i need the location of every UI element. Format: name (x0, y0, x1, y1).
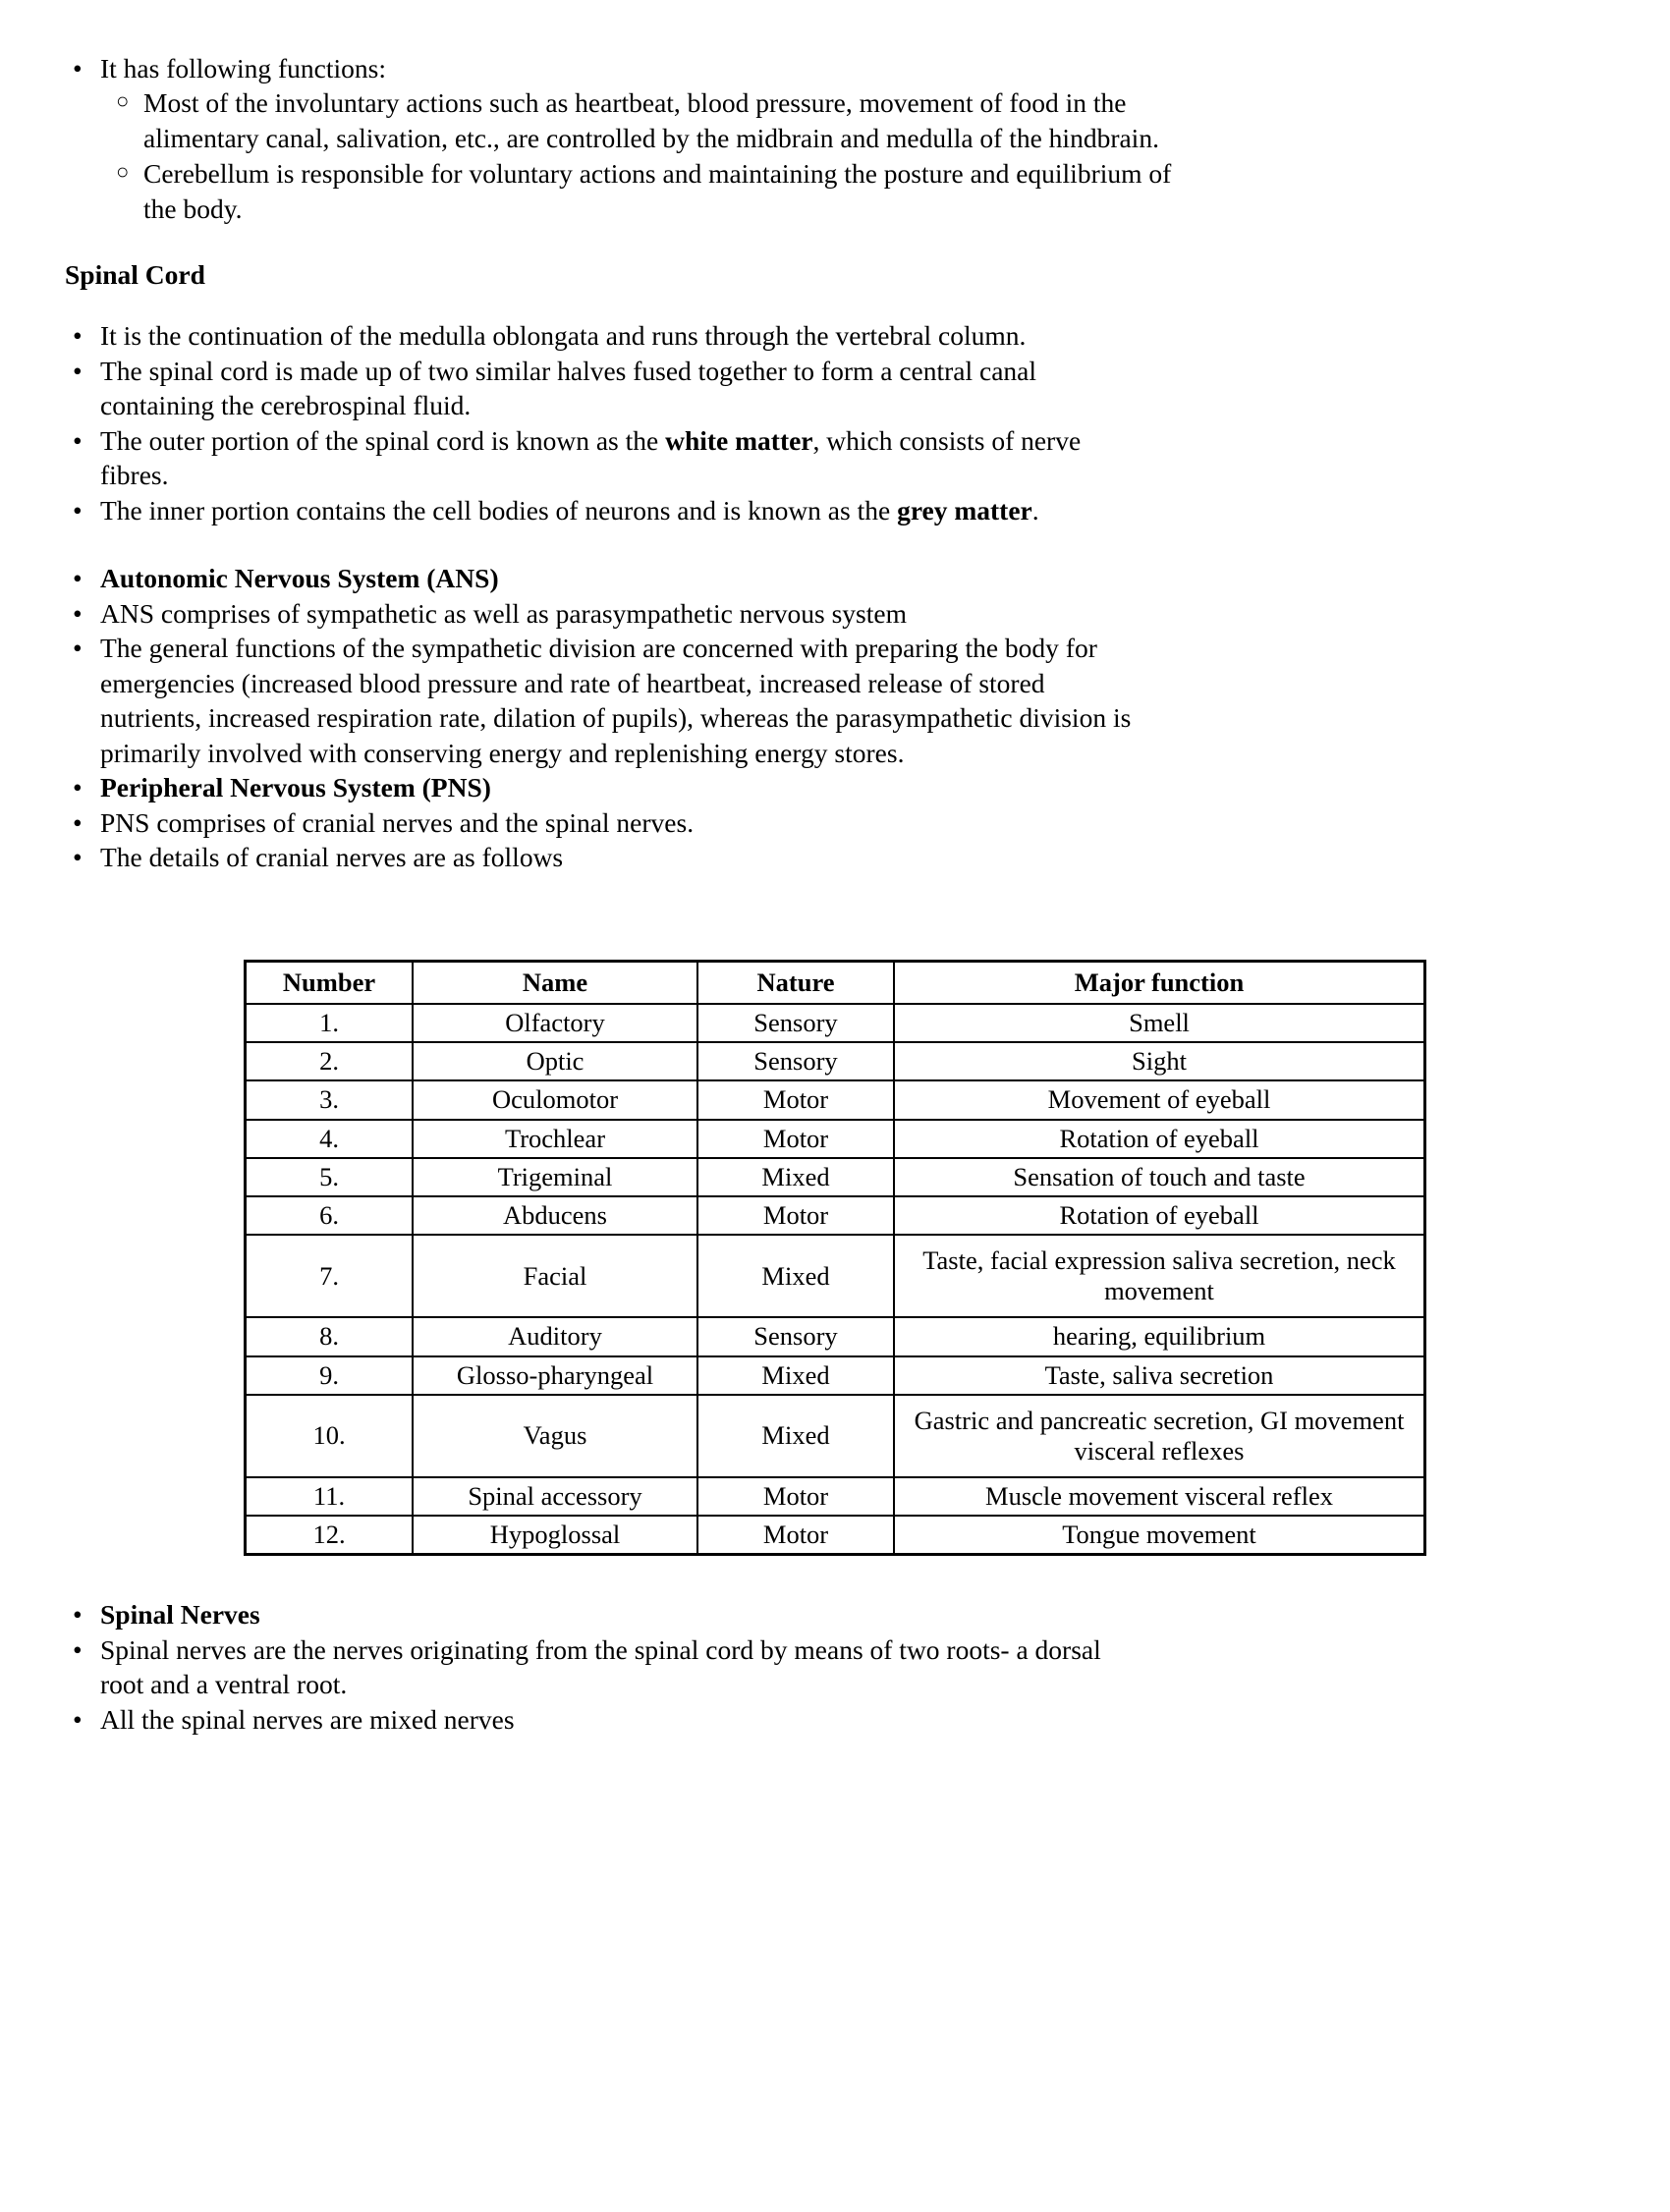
cranial-nerves-table (244, 960, 1426, 1557)
cell-nature: Mixed (697, 1158, 894, 1196)
bullet-circle-icon: ○ (116, 158, 130, 184)
list-item-text-post: . (1031, 494, 1039, 525)
table-row (246, 1356, 1425, 1395)
bullet-disc-icon: • (73, 494, 83, 525)
bullet-disc-icon: • (73, 355, 83, 386)
list-item-text-post: , which consists of nerve fibres. (100, 424, 1082, 491)
heading-spinal-nerves: Spinal Nerves (100, 1599, 260, 1631)
bullet-disc-icon: • (73, 320, 83, 352)
cell-major-function: Movement of eyeball (894, 1080, 1425, 1119)
ans-pns-list (55, 561, 1145, 874)
cell-name: Hypoglossal (413, 1516, 697, 1555)
list-item-text: The general functions of the sympathetic division are concerned with preparing the body for emergencies (increased blood pressure and rate of heartbeat, increased release of stored nutrients, increased respiration rate, dilation of pupils), whereas the parasympathetic division is primarily involved with conserving energy and replenishing energy stores. (100, 633, 1132, 768)
cell-major-function: Sight (894, 1042, 1425, 1080)
cell-nature: Sensory (697, 1004, 894, 1042)
cell-number: 7. (246, 1235, 414, 1317)
functions-sublist (100, 85, 1175, 226)
cell-number: 11. (246, 1477, 414, 1516)
list-item-text: It is the continuation of the medulla oblongata and runs through the vertebral column. (100, 320, 1027, 352)
bullet-disc-icon: • (73, 842, 83, 873)
list-item-text: PNS comprises of cranial nerves and the spinal nerves. (100, 806, 695, 838)
cell-major-function: Taste, saliva secretion (894, 1356, 1425, 1395)
cell-nature: Motor (697, 1080, 894, 1119)
list-item (100, 85, 1175, 156)
column-header-major-function: Major function (894, 961, 1425, 1004)
list-item (55, 631, 1145, 770)
bullet-disc-icon: • (73, 1599, 83, 1631)
spinal-nerves-list (55, 1597, 1145, 1737)
cell-name: Trigeminal (413, 1158, 697, 1196)
bullet-disc-icon: • (73, 1703, 83, 1735)
list-item-text: The spinal cord is made up of two similar halves fused together to form a central canal containing the cerebrospinal fluid. (100, 355, 1037, 421)
functions-lead-text: It has following functions: (100, 53, 387, 83)
table-row (246, 1235, 1425, 1317)
list-item-functions-lead (55, 51, 1175, 226)
cell-name: Spinal accessory (413, 1477, 697, 1516)
table-body (246, 1004, 1425, 1555)
bullet-disc-icon: • (73, 772, 83, 803)
list-item (55, 805, 1145, 840)
heading-pns: Peripheral Nervous System (PNS) (100, 772, 491, 803)
cell-name: Oculomotor (413, 1080, 697, 1119)
list-item (55, 1632, 1145, 1702)
table-row (246, 1120, 1425, 1158)
bullet-disc-icon: • (73, 563, 83, 594)
cell-nature: Motor (697, 1477, 894, 1516)
bullet-circle-icon: ○ (116, 88, 130, 114)
list-item (55, 493, 1145, 527)
bullet-disc-icon: • (73, 1633, 83, 1665)
cell-number: 5. (246, 1158, 414, 1196)
table-row (246, 1004, 1425, 1042)
table-row (246, 1196, 1425, 1235)
cell-major-function: Rotation of eyeball (894, 1120, 1425, 1158)
cell-major-function: Tongue movement (894, 1516, 1425, 1555)
cell-nature: Mixed (697, 1356, 894, 1395)
bullet-disc-icon: • (73, 597, 83, 629)
bullet-disc-icon: • (73, 633, 83, 664)
cell-major-function: Muscle movement visceral reflex (894, 1477, 1425, 1516)
cell-name: Glosso-pharyngeal (413, 1356, 697, 1395)
functions-section (55, 51, 1175, 226)
cell-number: 1. (246, 1004, 414, 1042)
bullet-disc-icon: • (73, 53, 83, 83)
cell-nature: Mixed (697, 1395, 894, 1477)
cell-nature: Motor (697, 1120, 894, 1158)
cell-number: 10. (246, 1395, 414, 1477)
functions-list (55, 51, 1175, 226)
table-row (246, 1477, 1425, 1516)
cell-number: 9. (246, 1356, 414, 1395)
cell-nature: Mixed (697, 1235, 894, 1317)
list-item (55, 840, 1145, 874)
cell-nature: Sensory (697, 1317, 894, 1355)
list-item (55, 596, 1145, 631)
spinal-cord-list (55, 318, 1145, 527)
table-row (246, 1317, 1425, 1355)
list-item-text: All the spinal nerves are mixed nerves (100, 1703, 515, 1735)
list-item-text: ANS comprises of sympathetic as well as parasympathetic nervous system (100, 597, 907, 629)
list-item (55, 354, 1145, 423)
heading-ans: Autonomic Nervous System (ANS) (100, 563, 499, 594)
ans-pns-section (55, 561, 1145, 874)
cell-nature: Motor (697, 1196, 894, 1235)
list-item (55, 423, 1145, 493)
cell-number: 4. (246, 1120, 414, 1158)
cranial-nerves-table-wrapper (0, 960, 1670, 1557)
cell-number: 3. (246, 1080, 414, 1119)
list-item (55, 318, 1145, 353)
table-header (246, 961, 1425, 1004)
spinal-cord-section (55, 318, 1145, 527)
column-header-number: Number (246, 961, 414, 1004)
bullet-disc-icon: • (73, 806, 83, 838)
cell-name: Optic (413, 1042, 697, 1080)
cell-name: Olfactory (413, 1004, 697, 1042)
cell-major-function: Rotation of eyeball (894, 1196, 1425, 1235)
cell-name: Abducens (413, 1196, 697, 1235)
table-row (246, 1395, 1425, 1477)
cell-major-function: Sensation of touch and taste (894, 1158, 1425, 1196)
table-row (246, 1516, 1425, 1555)
document-page (0, 51, 1670, 2212)
list-item-pns-heading (55, 770, 1145, 804)
table-row (246, 1042, 1425, 1080)
cell-number: 6. (246, 1196, 414, 1235)
spinal-nerves-section (55, 1597, 1145, 1737)
cell-number: 12. (246, 1516, 414, 1555)
cell-nature: Motor (697, 1516, 894, 1555)
cell-name: Vagus (413, 1395, 697, 1477)
cell-major-function: Smell (894, 1004, 1425, 1042)
bullet-disc-icon: • (73, 424, 83, 456)
cell-number: 2. (246, 1042, 414, 1080)
list-item (100, 156, 1175, 227)
term-white-matter: white matter (665, 424, 813, 456)
cell-name: Facial (413, 1235, 697, 1317)
term-grey-matter: grey matter (897, 494, 1032, 525)
table-row (246, 1158, 1425, 1196)
cell-major-function: Gastric and pancreatic secretion, GI movement visceral reflexes (894, 1395, 1425, 1477)
list-item (55, 1702, 1145, 1737)
cell-nature: Sensory (697, 1042, 894, 1080)
table-header-row (246, 961, 1425, 1004)
list-item-ans-heading (55, 561, 1145, 595)
column-header-nature: Nature (697, 961, 894, 1004)
cell-name: Trochlear (413, 1120, 697, 1158)
list-item-text-pre: The outer portion of the spinal cord is known as the (100, 424, 666, 456)
list-item-text: The details of cranial nerves are as follows (100, 842, 564, 873)
list-item-text-pre: The inner portion contains the cell bodies of neurons and is known as the (100, 494, 898, 525)
column-header-name: Name (413, 961, 697, 1004)
cell-major-function: Taste, facial expression saliva secretion, neck movement (894, 1235, 1425, 1317)
heading-spinal-cord: Spinal Cord (65, 259, 205, 291)
cell-number: 8. (246, 1317, 414, 1355)
cell-major-function: hearing, equilibrium (894, 1317, 1425, 1355)
list-item-spinal-nerves-heading (55, 1597, 1145, 1631)
table-row (246, 1080, 1425, 1119)
sub-item-text: Most of the involuntary actions such as heartbeat, blood pressure, movement of food in the alimentary canal, salivation, etc., are controlled by the midbrain and medulla of the hindbrain. (143, 87, 1159, 154)
cell-name: Auditory (413, 1317, 697, 1355)
list-item-text: Spinal nerves are the nerves originating from the spinal cord by means of two roots- a dorsal root and a ventral root. (100, 1633, 1101, 1700)
sub-item-text: Cerebellum is responsible for voluntary actions and maintaining the posture and equilibrium of the body. (143, 157, 1172, 224)
